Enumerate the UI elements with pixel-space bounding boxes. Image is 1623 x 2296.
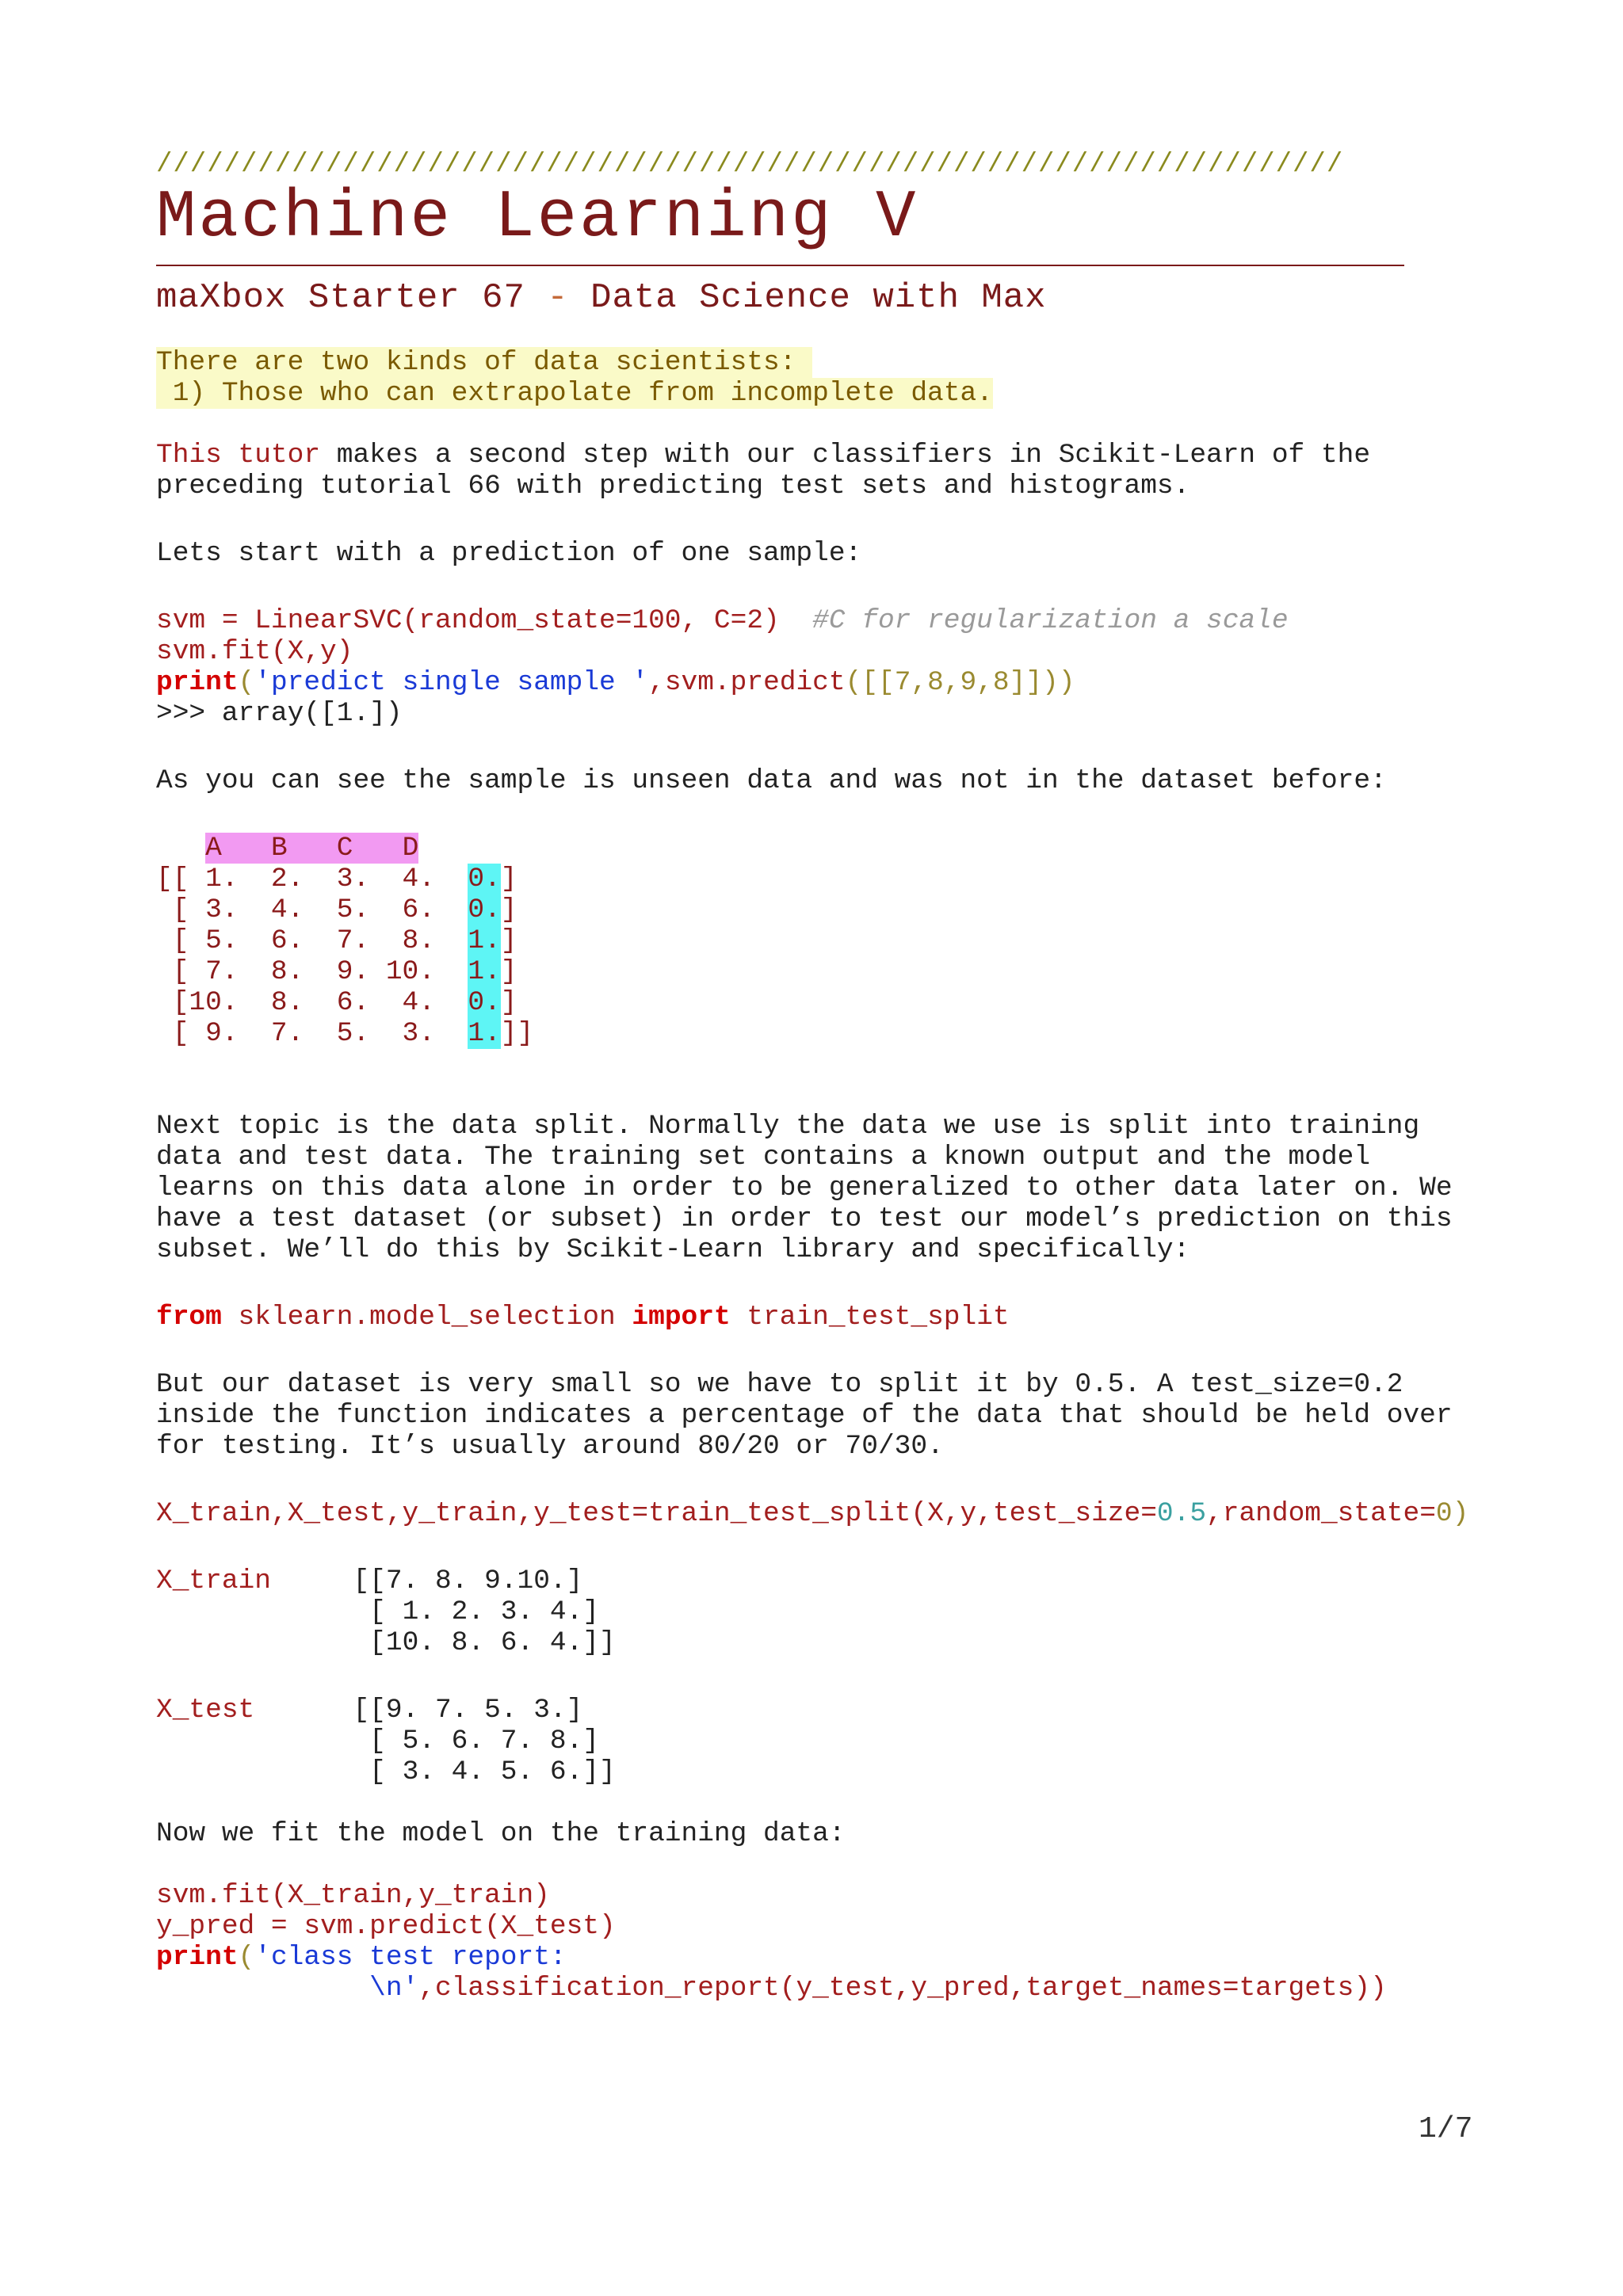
matrix-bracket: ] [500, 864, 517, 894]
code-import [156, 1302, 1503, 1333]
xtrain-block [156, 1566, 1503, 1658]
matrix-row: [ 9. 7. 5. 3. [156, 1018, 468, 1049]
quote-line-2: 1) Those who can extrapolate from incomplete data. [156, 378, 993, 409]
code-report-call: ,classification_report(y_test,y_pred,target_names=targets)) [418, 1973, 1387, 2004]
code-split-size: 0.5 [1156, 1498, 1207, 1529]
matrix-label: 1. [468, 1018, 501, 1049]
document-page [156, 151, 1503, 2004]
code-print-keyword: print [156, 1942, 239, 1973]
unseen-paragraph: As you can see the sample is unseen data and was not in the dataset before: [156, 765, 1387, 796]
code-predict-args: ([[7,8,9,8]])) [845, 667, 1075, 698]
start-paragraph: Lets start with a prediction of one sample: [156, 538, 862, 569]
matrix-label: 0. [468, 864, 501, 894]
code-paren: ( [238, 1942, 255, 1973]
xtrain-label: X_train [156, 1566, 271, 1596]
code-import-name: train_test_split [730, 1302, 1010, 1333]
matrix-label: 1. [468, 956, 501, 987]
code-fit [156, 1880, 1503, 2004]
code-string: 'predict single sample ' [254, 667, 649, 698]
matrix-row: [ 3. 4. 5. 6. [156, 894, 468, 925]
matrix-label: 1. [468, 925, 501, 956]
header-slash-rule: ////////////////////////////////////////////////////////////////////// [156, 151, 1344, 179]
small-dataset-paragraph [156, 1369, 1503, 1462]
matrix-bracket: ] [500, 925, 517, 956]
code-split [156, 1498, 1503, 1529]
code-split-assign: X_train,X_test,y_train,y_test=train_test_split [156, 1498, 911, 1529]
subtitle-topic: Data Science with Max [590, 278, 1047, 318]
fit-paragraph: Now we fit the model on the training data: [156, 1818, 846, 1849]
code-block-predict [156, 605, 1503, 729]
matrix-row: [ 5. 6. 7. 8. [156, 925, 468, 956]
xtest-row: [[9. 7. 5. 3.] [353, 1695, 583, 1726]
code-print-keyword: print [156, 667, 239, 698]
code-split-close: ) [1452, 1498, 1469, 1529]
document-title: Machine Learning V [156, 181, 918, 256]
code-comment: #C for regularization a scale [812, 605, 1289, 636]
xtest-row: [ 3. 4. 5. 6.]] [353, 1756, 616, 1787]
matrix-row: [[ 1. 2. 3. 4. [156, 864, 468, 894]
xtest-row: [ 5. 6. 7. 8.] [353, 1726, 600, 1756]
code-newline-string: \n' [369, 1973, 419, 2004]
matrix-row: [10. 8. 6. 4. [156, 987, 468, 1018]
matrix-header: A B C D [205, 833, 419, 864]
split-line-1: Next topic is the data split. Normally the data we use is split into training [156, 1111, 1420, 1142]
subtitle-dash: - [525, 278, 591, 318]
page-number: 1/7 [1419, 2112, 1473, 2146]
code-report-string: 'class test report: [254, 1942, 567, 1973]
highlighted-quote [156, 347, 1503, 409]
title-underline [156, 265, 1404, 266]
small-line-1: But our dataset is very small so we have to split it by 0.5. A test_size=0.2 [156, 1369, 1403, 1400]
subtitle-series: maXbox Starter 67 [156, 278, 525, 318]
code-line-svm: svm = LinearSVC(random_state=100, C=2) [156, 605, 813, 636]
matrix-label: 0. [468, 894, 501, 925]
small-line-2: inside the function indicates a percentage of the data that should be held over [156, 1400, 1453, 1431]
code-split-random: ,random_state= [1206, 1498, 1436, 1529]
xtest-block [156, 1695, 1503, 1787]
code-fit-line: svm.fit(X_train,y_train) [156, 1880, 550, 1911]
intro-line-2: preceding tutorial 66 with predicting test sets and histograms. [156, 471, 1190, 502]
code-split-seed: 0 [1435, 1498, 1453, 1529]
intro-paragraph [156, 440, 1503, 502]
small-line-3: for testing. It’s usually around 80/20 or 70/30. [156, 1431, 944, 1462]
xtrain-row: [[7. 8. 9.10.] [353, 1566, 583, 1596]
code-predict-line: y_pred = svm.predict(X_test) [156, 1911, 616, 1942]
code-split-args: (X,y,test_size= [911, 1498, 1157, 1529]
xtest-label: X_test [156, 1695, 255, 1726]
split-line-2: data and test data. The training set contains a known output and the model [156, 1142, 1371, 1173]
intro-rest: makes a second step with our classifiers in Scikit-Learn of the [320, 440, 1371, 471]
matrix-row: [ 7. 8. 9. 10. [156, 956, 468, 987]
document-subtitle [156, 276, 1503, 320]
code-module: sklearn.model_selection [221, 1302, 632, 1333]
code-paren: ( [238, 667, 255, 698]
code-from-keyword: from [156, 1302, 222, 1333]
intro-accent: This tutor [156, 440, 321, 471]
matrix-bracket: ] [500, 987, 517, 1018]
code-import-keyword: import [632, 1302, 731, 1333]
split-line-4: have a test dataset (or subset) in order to test our model’s prediction on this [156, 1203, 1453, 1234]
matrix-label: 0. [468, 987, 501, 1018]
quote-line-1: There are two kinds of data scientists: [156, 347, 813, 378]
code-indent [156, 1973, 369, 2004]
xtrain-row: [10. 8. 6. 4.]] [353, 1627, 616, 1658]
xtrain-row: [ 1. 2. 3. 4.] [353, 1596, 600, 1627]
matrix-bracket: ] [500, 894, 517, 925]
split-line-5: subset. We’ll do this by Scikit-Learn library and specifically: [156, 1234, 1190, 1265]
dataset-matrix [156, 833, 1503, 1049]
split-line-3: learns on this data alone in order to be generalized to other data later on. We [156, 1173, 1453, 1203]
matrix-bracket: ] [500, 956, 517, 987]
code-predict-call: ,svm.predict [648, 667, 846, 698]
matrix-bracket: ]] [500, 1018, 534, 1049]
split-paragraph [156, 1111, 1503, 1265]
code-line-fit: svm.fit(X,y) [156, 636, 353, 667]
code-output: >>> array([1.]) [156, 698, 403, 729]
